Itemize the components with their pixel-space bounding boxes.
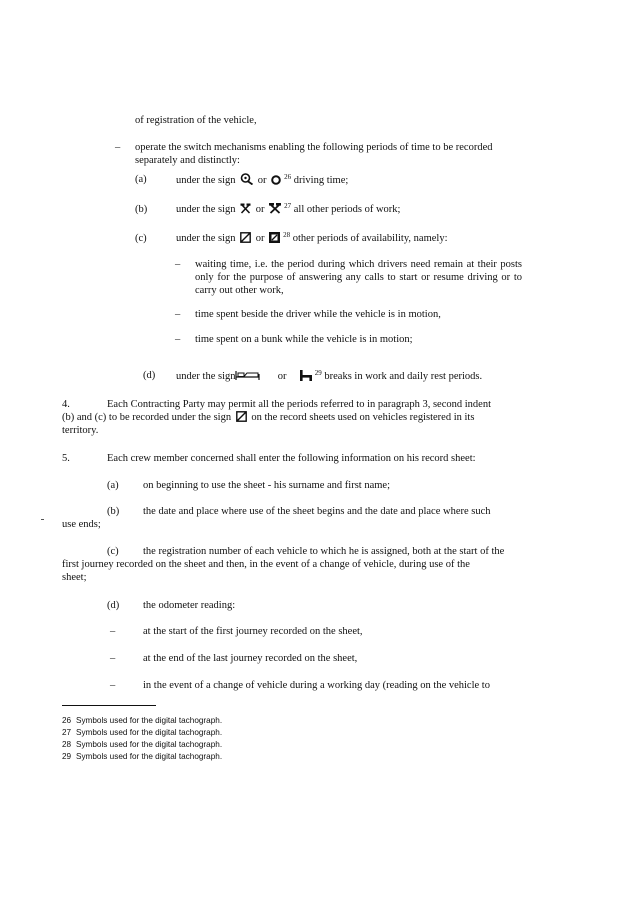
para4-line3: territory. [62, 425, 99, 436]
item-a-text: under the sign or $^{26}$ driving time; [176, 173, 349, 186]
item-c-label: (c) [135, 233, 147, 244]
footnote: 28 Symbols used for the digital tachograph. [62, 740, 223, 749]
para5-a-text: on beginning to use the sheet - his surname and first name; [143, 480, 390, 491]
sub-dash: – [175, 309, 181, 320]
availability-box-icon [240, 232, 251, 243]
bed-icon [235, 369, 261, 381]
para5-c-text2: first journey recorded on the sheet and then, in the event of a change of vehicle, during use of the [62, 559, 470, 570]
para5-number: 5. [62, 453, 70, 464]
para3-intro-line2: separately and distinctly: [135, 155, 240, 166]
footnote: 27 Symbols used for the digital tachograph. [62, 728, 223, 737]
odometer-item-change: in the event of a change of vehicle during a working day (reading on the vehicle to [143, 680, 490, 691]
steering-wheel-icon-digital [271, 175, 281, 185]
odometer-dash: – [110, 653, 116, 664]
para4-number: 4. [62, 399, 70, 410]
item-c-text: under the sign or $^{28}$ other periods of availability, namely: [176, 231, 448, 244]
para5-c-label: (c) [107, 546, 119, 557]
footnote: 29 Symbols used for the digital tachograph. [62, 752, 223, 761]
availability-box-icon [236, 411, 247, 422]
para4-line1: Each Contracting Party may permit all the periods referred to in paragraph 3, second indent [107, 399, 491, 410]
item-d-label: (d) [143, 370, 156, 381]
sub-item-waiting-time: waiting time, i.e. the period during which drivers need remain at their posts only for the purpose of answering any calls to start or resume driving or to carry out other work, [195, 259, 522, 296]
para5-c-text1: the registration number of each vehicle to which he is assigned, both at the start of the [143, 546, 505, 557]
para5-b-label: (b) [107, 506, 120, 517]
item-b-label: (b) [135, 204, 148, 215]
bed-icon-digital [300, 370, 312, 381]
steering-wheel-icon [240, 173, 253, 185]
para5-d-label: (d) [107, 600, 120, 611]
item-a-label: (a) [135, 174, 147, 185]
para5-c-text3: sheet; [62, 572, 87, 583]
odometer-dash: – [110, 680, 116, 691]
para5-b-text1: the date and place where use of the sheet begins and the date and place where such [143, 506, 491, 517]
odometer-dash: – [110, 626, 116, 637]
para5-d-text: the odometer reading: [143, 600, 236, 611]
crossed-hammers-icon-digital [269, 203, 281, 214]
para4-line2: (b) and (c) to be recorded under the sign on the record sheets used on vehicles registered in its [62, 412, 475, 423]
sub-dash: – [175, 334, 181, 345]
odometer-item-start: at the start of the first journey recorded on the sheet, [143, 626, 363, 637]
para5-b-text2: use ends; [62, 519, 101, 530]
crossed-hammers-icon [240, 203, 251, 214]
footnote-separator [62, 705, 156, 706]
para5-text: Each crew member concerned shall enter the following information on his record sheet: [107, 453, 476, 464]
sub-item-beside-driver: time spent beside the driver while the vehicle is in motion, [195, 309, 441, 320]
item-d-text: under the sign or $^{29}$ breaks in work and daily rest periods. [176, 369, 483, 382]
para3-intro-line1: operate the switch mechanisms enabling the following periods of time to be recorded [135, 142, 493, 153]
para5-a-label: (a) [107, 480, 119, 491]
indent-dash: – [115, 142, 121, 153]
odometer-item-end: at the end of the last journey recorded on the sheet, [143, 653, 358, 664]
margin-mark [41, 519, 44, 520]
footnote: 26 Symbols used for the digital tachograph. [62, 716, 223, 725]
sub-dash: – [175, 259, 181, 270]
sub-item-bunk: time spent on a bunk while the vehicle is in motion; [195, 334, 413, 345]
item-b-text: under the sign or $^{27}$ all other periods of work; [176, 202, 401, 215]
continued-line: of registration of the vehicle, [135, 115, 257, 126]
availability-box-icon-digital [269, 232, 280, 243]
